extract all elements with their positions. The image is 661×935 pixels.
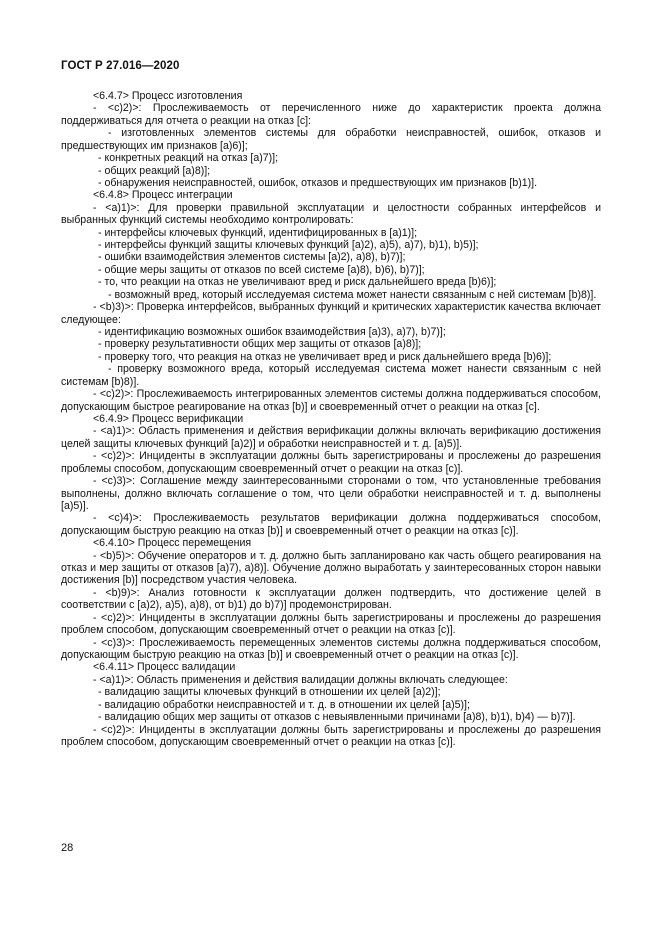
list-item: - идентификацию возможных ошибок взаимодействия [a)3), a)7), b)7)];: [98, 326, 446, 339]
document-body: [61, 90, 601, 748]
list-item: - валидацию защиты ключевых функций в отношении их целей [a)2)];: [98, 686, 441, 699]
clause-paragraph: - <c)2)>: Прослеживаемость интегрированных элементов системы должна поддерживаться способом, допускающим быстрое реагирование на отказ [b)] и своевременный отчет о реакции на отказ [c].: [61, 388, 601, 413]
clause-paragraph: - <c)3)>: Соглашение между заинтересованными сторонами о том, что установленные требования выполнены, должно включать соглашение о том, что цели обработки неисправностей и т. д. выполнены [a)5)].: [61, 475, 601, 512]
section-heading: <6.4.7> Процесс изготовления: [93, 90, 243, 102]
list-item: - возможный вред, который исследуемая система может нанести связанным с ней системам [b)8)].: [108, 288, 597, 301]
clause-paragraph: - <b)3)>: Проверка интерфейсов, выбранных функций и критических характеристик качества включает следующее:: [61, 301, 601, 326]
list-item: - проверку того, что реакция на отказ не увеличивает вред и риск дальнейшего вреда [b)6)];: [98, 350, 552, 363]
list-item: - интерфейсы функций защиты ключевых функций [a)2), a)5), a)7), b)1), b)5)];: [98, 239, 479, 252]
list-item: - интерфейсы ключевых функций, идентифицированных в [a)1)];: [98, 226, 418, 239]
list-item: - обнаружения неисправностей, ошибок, отказов и предшествующих им признаков [b)1)].: [98, 176, 538, 189]
clause-paragraph: - <c)4)>: Прослеживаемость результатов верификации должна поддерживаться способом, допускающим быструю реакцию на отказ [b)] и своевременный отчет о реакции на отказ [c)].: [61, 512, 601, 537]
clause-paragraph: - <b)5)>: Обучение операторов и т. д. должно быть запланировано как часть общего реагирования на отказ и мер защиты от отказов [a)7), a)8)]. Обучение должно выработать у заинтересованных сторон навыки достижения [b)] посредством участия человека.: [61, 549, 601, 587]
clause-paragraph: - <a)1)>: Область применения и действия верификации должны включать верификацию достижения целей защиты ключевых функций [a)2)] и обработки неисправностей и т. д. [a)5)].: [61, 425, 601, 450]
list-item: - проверку результативности общих мер защиты от отказов [a)8)];: [98, 338, 422, 351]
section-heading: <6.4.8> Процесс интеграции: [93, 189, 233, 202]
list-item: - общих реакций [a)8)];: [98, 164, 211, 177]
clause-paragraph: - <c)2)>: Инциденты в эксплуатации должны быть зарегистрированы и прослежены до разрешения проблем способом, допускающим своевременный отчет о реакции на отказ [c)].: [61, 723, 601, 748]
list-item: - валидацию общих мер защиты от отказов с невыявленными причинами [a)8), b)1), b)4) — b)7)].: [98, 711, 576, 724]
clause-paragraph: - <c)2)>: Инциденты в эксплуатации должны быть зарегистрированы и прослежены до разрешения проблемы способом, допускающим своевременный отчет о реакции на отказ [c)].: [61, 450, 601, 475]
list-item: - общие меры защиты от отказов по всей системе [a)8), b)6), b)7)];: [98, 263, 425, 276]
list-item: - конкретных реакций на отказ [a)7)];: [98, 152, 279, 165]
clause-paragraph: - <c)3)>: Прослеживаемость перемещенных элементов системы должна поддерживаться способом, допускающим быструю реакцию на отказ [b)] и своевременный отчет о реакции на отказ [c)].: [61, 636, 601, 661]
section-heading: <6.4.9> Процесс верификации: [93, 412, 244, 425]
section-heading: <6.4.10> Процесс перемещения: [93, 537, 252, 550]
list-item: - валидацию обработки неисправностей и т. д. в отношении их целей [a)5)];: [98, 698, 470, 711]
clause-paragraph: - <a)1)>: Для проверки правильной эксплуатации и целостности собранных интерфейсов и выбранных функций системы необходимо контролировать:: [61, 201, 601, 227]
list-item: - проверку возможного вреда, который исследуемая система может нанести связанным с ней системам [b)8)].: [61, 363, 601, 388]
page-number: 28: [61, 842, 74, 854]
clause-paragraph: - <a)1)>: Область применения и действия валидации должны включать следующее:: [93, 673, 508, 686]
clause-paragraph: - <b)9)>: Анализ готовности к эксплуатации должен подтвердить, что достижение целей в соответствии с [a)2), a)5), a)8), от b)1) до b)7)] продемонстрирован.: [61, 586, 601, 612]
document-header: ГОСТ Р 27.016—2020: [61, 60, 180, 72]
list-item: - изготовленных элементов системы для обработки неисправностей, ошибок, отказов и предшествующих им признаков [a)6)];: [61, 127, 601, 152]
section-heading: <6.4.11> Процесс валидации: [93, 661, 236, 674]
list-item: - то, что реакции на отказ не увеличивают вред и риск дальнейшего вреда [b)6)];: [98, 276, 497, 289]
clause-paragraph: - <c)2)>: Прослеживаемость от перечисленного ниже до характеристик проекта должна поддерживаться для отчета о реакции на отказ [c]:: [61, 102, 601, 127]
list-item: - ошибки взаимодействия элементов системы [a)2), a)8), b)7)];: [98, 251, 406, 264]
clause-paragraph: - <c)2)>: Инциденты в эксплуатации должны быть зарегистрированы и прослежены до разрешения проблем способом, допускающим своевременный отчет о реакции на отказ [c)].: [61, 611, 601, 637]
